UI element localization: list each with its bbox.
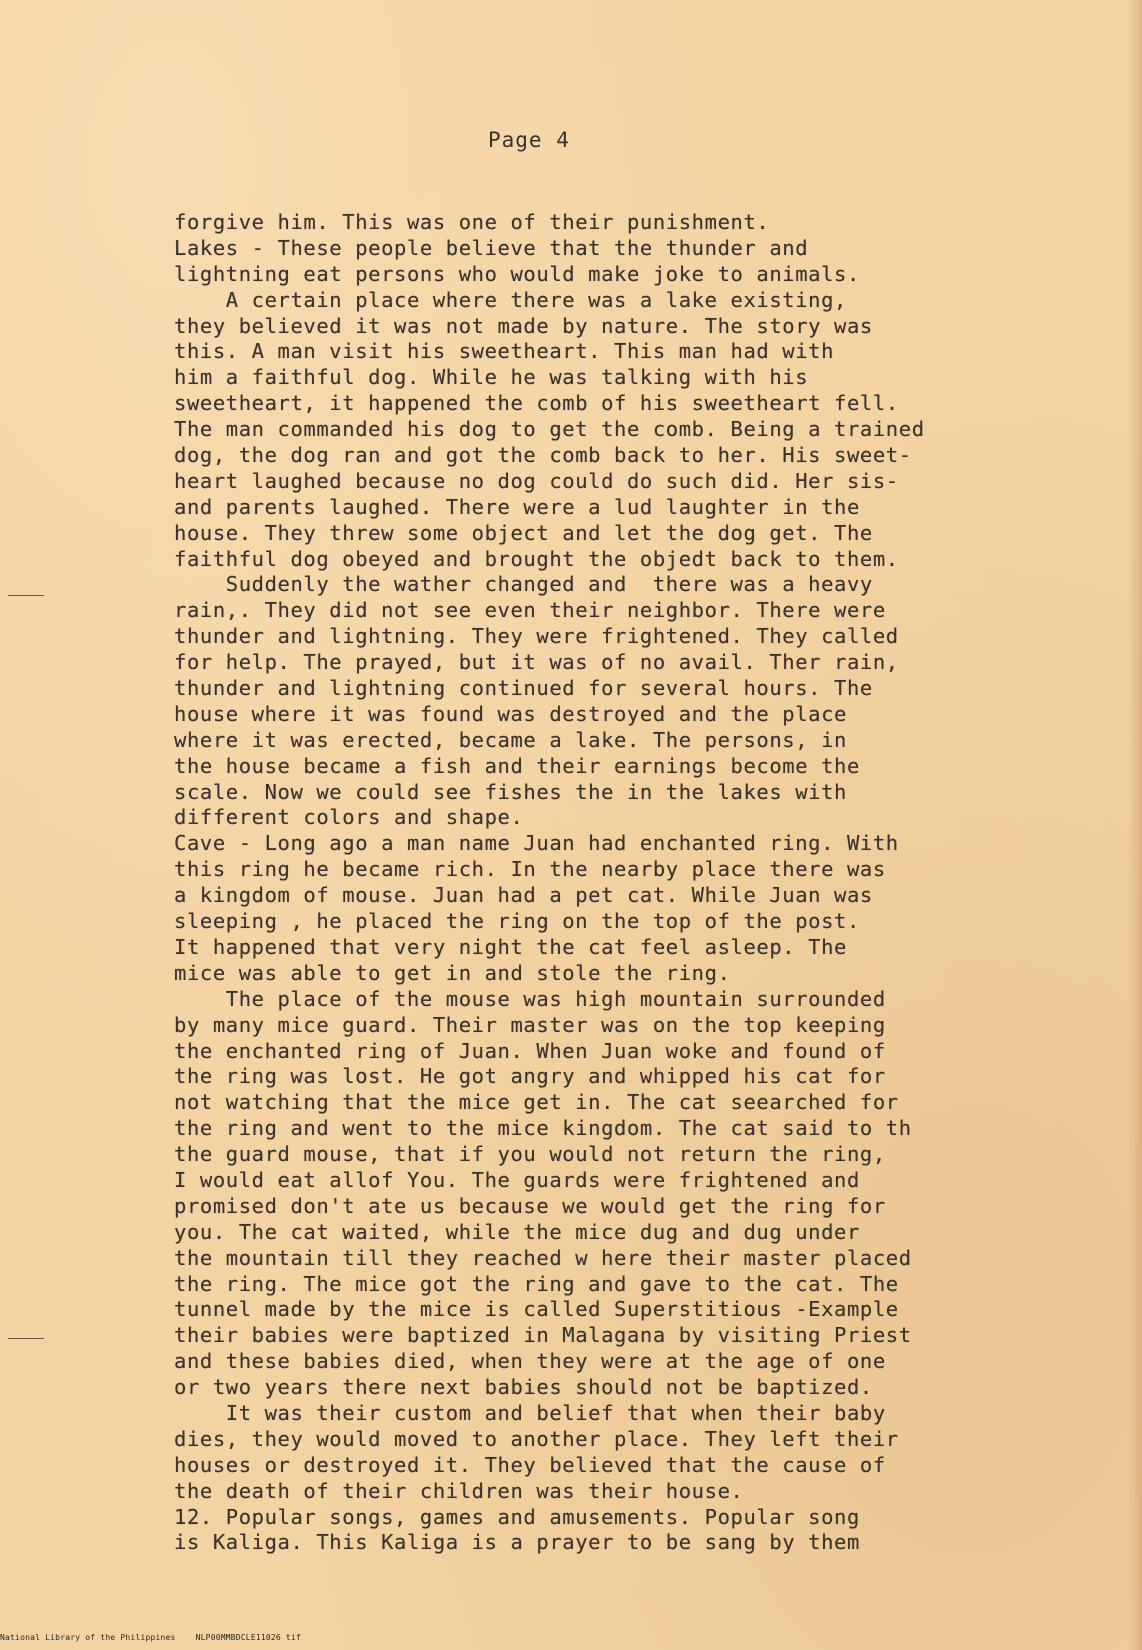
- archive-footer-stamp: National Library of the Philippines NLP00MMBDCLE11026 tif: [0, 1633, 301, 1642]
- text-line: thunder and lightning continued for several hours. The: [174, 676, 873, 701]
- text-line: the mountain till they reached w here their master placed: [174, 1245, 912, 1270]
- text-line: by many mice guard. Their master was on the top keeping: [174, 1012, 886, 1037]
- text-line: Cave - Long ago a man name Juan had enchanted ring. With: [174, 831, 899, 856]
- page-number-heading: Page 4: [488, 128, 570, 152]
- text-line: mice was able to get in and stole the ring.: [174, 960, 731, 985]
- text-line: thunder and lightning. They were frightened. They called: [174, 624, 899, 649]
- text-line: scale. Now we could see fishes the in the lakes with: [174, 779, 847, 804]
- text-line: not watching that the mice get in. The cat seearched for: [174, 1090, 899, 1115]
- paper-edge-shadow: [1128, 0, 1142, 1650]
- text-line: I would eat allof You. The guards were frightened and: [174, 1167, 860, 1192]
- text-line: dies, they would moved to another place. They left their: [174, 1426, 899, 1451]
- text-line: sweetheart, it happened the comb of his sweetheart fell.: [174, 391, 899, 416]
- text-line: the guard mouse, that if you would not return the ring,: [174, 1142, 886, 1167]
- text-line: you. The cat waited, while the mice dug and dug under: [174, 1219, 860, 1244]
- text-line: tunnel made by the mice is called Superstitious -Example: [174, 1297, 899, 1322]
- text-line: a kingdom of mouse. Juan had a pet cat. While Juan was: [174, 883, 873, 908]
- text-line: house where it was found was destroyed and the place: [174, 701, 847, 726]
- text-line: or two years there next babies should not be baptized.: [174, 1375, 873, 1400]
- text-line: for help. The prayed, but it was of no avail. Ther rain,: [174, 650, 899, 675]
- text-line: the house became a fish and their earnings become the: [174, 753, 860, 778]
- text-line: The man commanded his dog to get the comb. Being a trained: [174, 417, 925, 442]
- text-line: dog, the dog ran and got the comb back to her. His sweet-: [174, 443, 912, 468]
- text-line: A certain place where there was a lake existing,: [174, 287, 847, 312]
- text-line: rain,. They did not see even their neighbor. There were: [174, 598, 886, 623]
- text-line: different colors and shape.: [174, 805, 524, 830]
- typewritten-body: [174, 210, 1094, 1556]
- text-line: sleeping , he placed the ring on the top of the post.: [174, 909, 860, 934]
- text-line: the enchanted ring of Juan. When Juan woke and found of: [174, 1038, 886, 1063]
- text-line: and these babies died, when they were at the age of one: [174, 1349, 886, 1374]
- text-line: faithful dog obeyed and brought the objedt back to them.: [174, 546, 899, 571]
- text-line: where it was erected, became a lake. The persons, in: [174, 727, 847, 752]
- text-line: forgive him. This was one of their punishment.: [174, 210, 770, 234]
- text-line: the ring. The mice got the ring and gave to the cat. The: [174, 1271, 899, 1296]
- text-line: Lakes - These people believe that the thunder and: [174, 235, 809, 260]
- text-line: It was their custom and belief that when their baby: [174, 1400, 886, 1425]
- text-line: this. A man visit his sweetheart. This man had with: [174, 339, 835, 364]
- text-line: heart laughed because no dog could do such did. Her sis-: [174, 468, 899, 493]
- text-line: 12. Popular songs, games and amusements. Popular song: [174, 1504, 860, 1529]
- text-line: this ring he became rich. In the nearby place there was: [174, 857, 886, 882]
- text-line: house. They threw some object and let the dog get. The: [174, 520, 873, 545]
- margin-mark: [8, 1338, 44, 1339]
- text-line: and parents laughed. There were a lud laughter in the: [174, 494, 860, 519]
- text-line: him a faithful dog. While he was talking with his: [174, 365, 809, 390]
- text-line: promised don't ate us because we would get the ring for: [174, 1193, 886, 1218]
- text-line: is Kaliga. This Kaliga is a prayer to be sang by them: [174, 1530, 860, 1555]
- text-line: The place of the mouse was high mountain surrounded: [174, 986, 886, 1011]
- text-line: Suddenly the wather changed and there was a heavy: [174, 572, 873, 597]
- text-line: the ring was lost. He got angry and whipped his cat for: [174, 1064, 886, 1089]
- text-line: their babies were baptized in Malagana by visiting Priest: [174, 1323, 912, 1348]
- text-line: houses or destroyed it. They believed that the cause of: [174, 1452, 886, 1477]
- text-line: they believed it was not made by nature. The story was: [174, 313, 873, 338]
- margin-mark: [8, 595, 44, 596]
- text-line: the ring and went to the mice kingdom. The cat said to th: [174, 1116, 912, 1141]
- text-line: the death of their children was their house.: [174, 1478, 744, 1503]
- text-line: It happened that very night the cat feel asleep. The: [174, 934, 847, 959]
- text-line: lightning eat persons who would make joke to animals.: [174, 261, 860, 286]
